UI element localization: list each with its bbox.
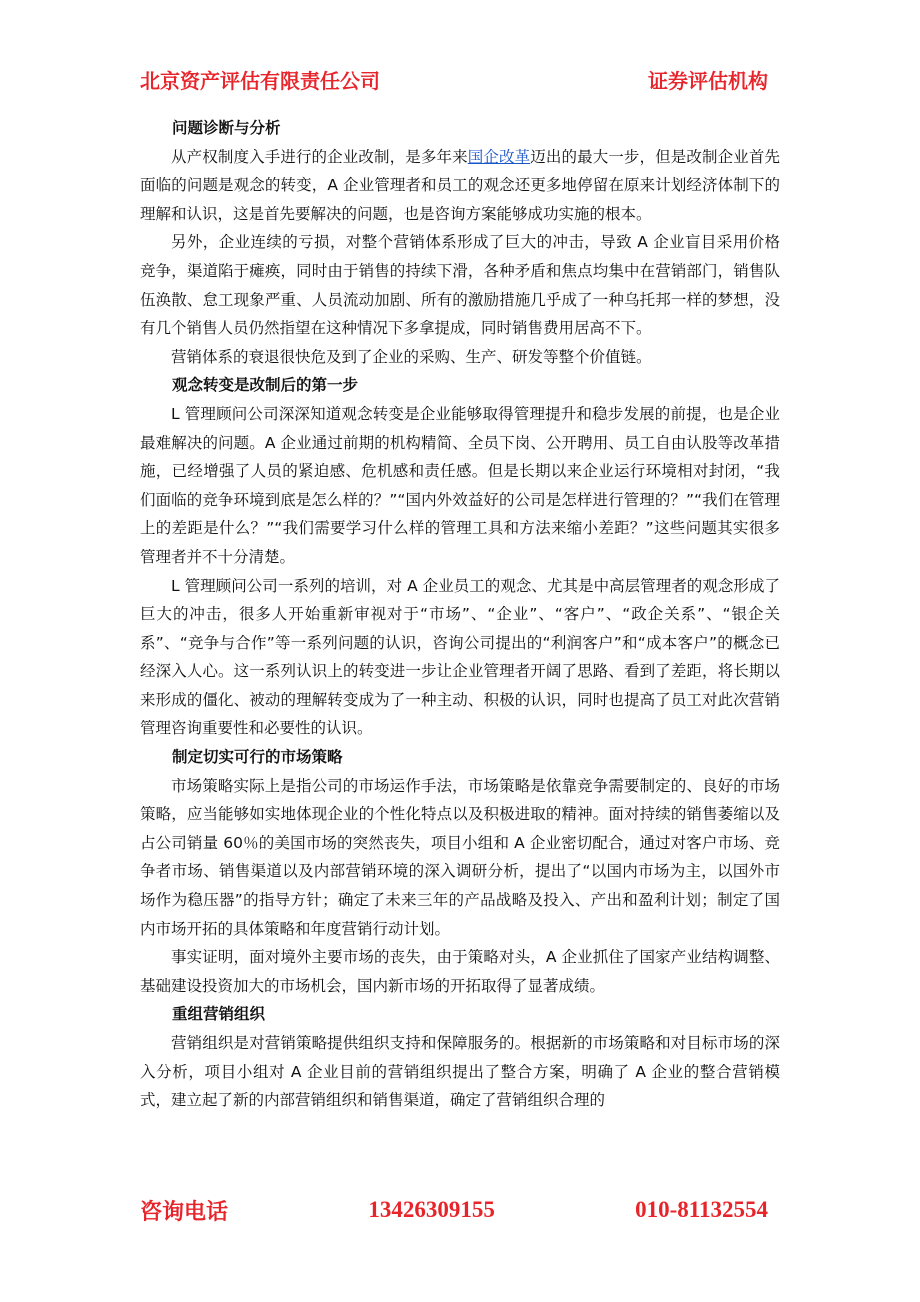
paragraph-text: 从产权制度入手进行的企业改制，是多年来 — [171, 147, 468, 166]
paragraph: 市场策略实际上是指公司的市场运作手法，市场策略是依靠竞争需要制定的、良好的市场策略，应当能够如实地体现企业的个性化特点以及积极进取的精神。面对持续的销售萎缩以及占公司销量 60％的美国市场的突然丧失，项目小组和 A 企业密切配合，通过对客户市场、竞争者市场、销售渠道以及内部营销环境的深入调研分析，提出了“以国内市场为主，以国外市场作为稳压器”的指导方针；确定了未来三年的产品战略及投入、产出和盈利计划；制定了国内市场开拓的具体策略和年度营销行动计划。 — [140, 776, 780, 938]
hotline-label: 咨询电话 — [140, 1199, 229, 1225]
paragraph: L 管理顾问公司深深知道观念转变是企业能够取得管理提升和稳步发展的前提，也是企业最难解决的问题。A 企业通过前期的机构精简、全员下岗、公开聘用、员工自由认股等改革措施，已经增强了人员的紧迫感、危机感和责任感。但是长期以来企业运行环境相对封闭，“我们面临的竞争环境到底是怎么样的？”“国内外效益好的公司是怎样进行管理的？”“我们在管理上的差距是什么？”“我们需要学习什么样的管理工具和方法来缩小差距？”这些问题其实很多管理者并不十分清楚。 — [140, 404, 780, 566]
page-header — [140, 62, 768, 96]
section-heading-strategy: 制定切实可行的市场策略 — [172, 748, 343, 767]
paragraph: 另外，企业连续的亏损，对整个营销体系形成了巨大的冲击，导致 A 企业盲目采用价格竞争，渠道陷于瘫痪，同时由于销售的持续下滑，各种矛盾和焦点均集中在营销部门，销售队伍涣散、怠工现象严重、人员流动加剧、所有的激励措施几乎成了一种乌托邦一样的梦想，没有几个销售人员仍然指望在这种情况下多拿提成，同时销售费用居高不下。 — [140, 233, 780, 338]
section-heading-mindset: 观念转变是改制后的第一步 — [172, 376, 359, 395]
paragraph: 营销组织是对营销策略提供组织支持和保障服务的。根据新的市场策略和对目标市场的深入分析，项目小组对 A 企业目前的营销组织提出了整合方案，明确了 A 企业的整合营销模式，建立起了新的内部营销组织和销售渠道，确定了营销组织合理的 — [140, 1034, 780, 1110]
phone-landline: 010-81132554 — [635, 1197, 768, 1222]
section-heading-organization: 重组营销组织 — [172, 1005, 266, 1024]
page-footer — [140, 1192, 768, 1228]
header-tagline: 证券评估机构 — [648, 68, 768, 93]
section-heading-diagnosis: 问题诊断与分析 — [172, 119, 281, 137]
paragraph — [140, 143, 780, 229]
paragraph: L 管理顾问公司一系列的培训，对 A 企业员工的观念、尤其是中高层管理者的观念形成了巨大的冲击，很多人开始重新审视对于“市场”、“企业”、“客户”、“政企关系”、“银企关系”、“竞争与合作”等一系列问题的认识，咨询公司提出的“利润客户”和“成本客户”的概念已经深入人心。这一系列认识上的转变进一步让企业管理者开阔了思路、看到了差距，将长期以来形成的僵化、被动的理解转变成为了一种主动、积极的认识，同时也提高了员工对此次营销管理咨询重要性和必要性的认识。 — [140, 576, 780, 738]
soe-reform-link[interactable]: 国企改革 — [467, 147, 531, 166]
paragraph-text: 迈出的最大一步，但是改制企业首先面临的问题是观念的转变，A 企业管理者和员工的观念还更多地停留在原来计划经济体制下的理解和认识，这是首先要解决的问题，也是咨询方案能够成功实施的根本。 — [140, 147, 780, 223]
document-body — [140, 114, 780, 1115]
company-name: 北京资产评估有限责任公司 — [140, 68, 380, 93]
paragraph: 营销体系的衰退很快危及到了企业的采购、生产、研发等整个价值链。 — [171, 347, 652, 366]
paragraph: 事实证明，面对境外主要市场的丧失，由于策略对头，A 企业抓住了国家产业结构调整、基础建设投资加大的市场机会，国内新市场的开拓取得了显著成绩。 — [140, 948, 780, 995]
phone-mobile: 13426309155 — [368, 1197, 495, 1222]
